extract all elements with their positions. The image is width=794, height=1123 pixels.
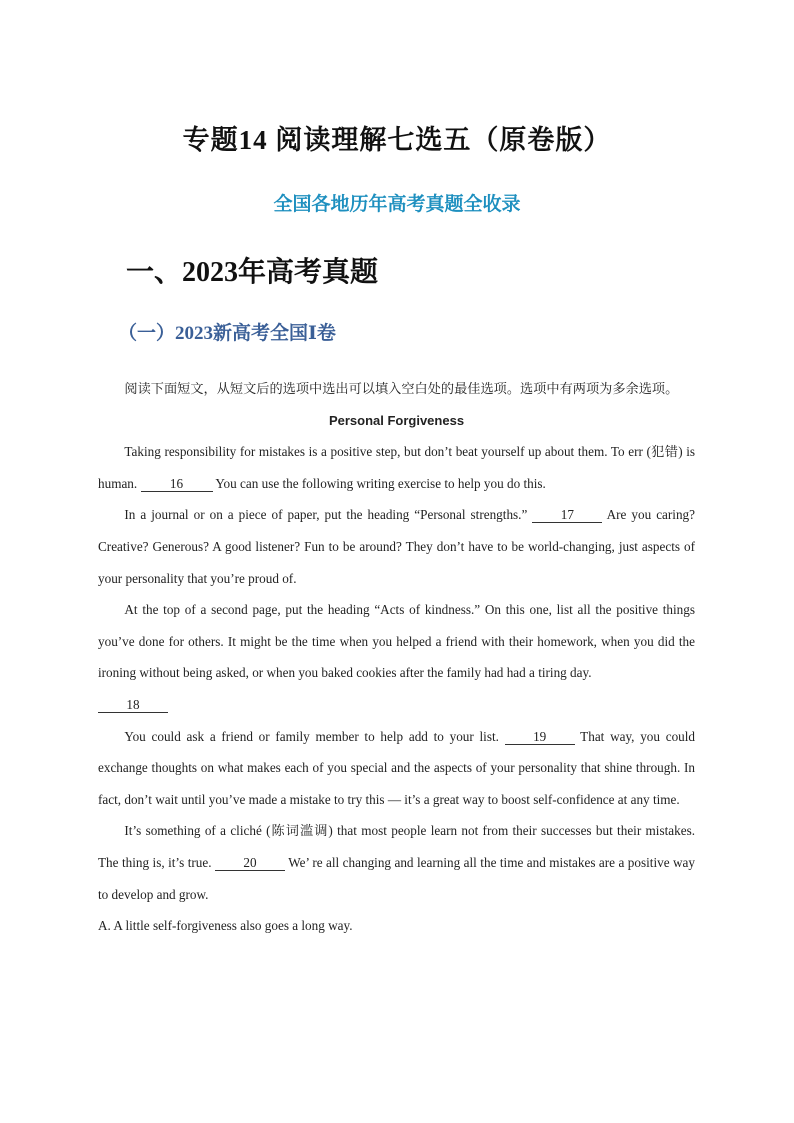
paragraph-2: [98, 499, 695, 594]
paragraph-5-text-b: We’ re all changing and learning all the time and mistakes are a positive way to develop and grow.: [98, 854, 695, 902]
paragraph-4: [98, 721, 695, 816]
paragraph-2-text-a: In a journal or on a piece of paper, put the heading “Personal strengths.”: [124, 507, 528, 523]
paragraph-1-text-a: Taking responsibility for mistakes is a positive step, but don’t beat yourself up about them. To err (犯错) is human.: [98, 444, 695, 491]
section-heading: 一、2023年高考真题: [126, 257, 379, 288]
blank-16: 16: [141, 477, 213, 492]
paragraph-5: [98, 815, 695, 910]
paragraph-1-text-b: You can use the following writing exercise to help you do this.: [215, 475, 546, 491]
blank-18: 18: [98, 698, 168, 713]
document-title: 专题14 阅读理解七选五（原卷版）: [182, 125, 612, 155]
paragraph-3: [98, 594, 695, 689]
paragraph-4-text-b: That way, you could exchange thoughts on what makes each of you special and the aspects of your personality that shine through. In fact, don’t wait until you’ve made a mistake to try this — it’s a great way to boost self-confidence at any time.: [98, 728, 696, 807]
paragraph-2-text-b: Are you caring? Creative? Generous? A good listener? Fun to be around? They don’t have to be world-changing, just aspects of your personality that you’re proud of.: [98, 507, 695, 586]
paragraph-3-text-a: At the top of a second page, put the heading “Acts of kindness.” On this one, list all the positive things you’ve done for others. It might be the time when you helped a friend with their homework, when you did the ironing without being asked, or when you baked cookies after the family had had a tiring day.: [98, 602, 695, 681]
blank-19: 19: [505, 730, 575, 745]
option-a: A. A little self-forgiveness also goes a long way.: [98, 918, 353, 934]
document-subtitle: 全国各地历年高考真题全收录: [273, 193, 521, 215]
instructions: 阅读下面短文，从短文后的选项中选出可以填入空白处的最佳选项。选项中有两项为多余选项。: [124, 381, 679, 396]
paragraph-3-blank-line: [98, 689, 695, 721]
subsection-heading: （一）2023新高考全国Ⅰ卷: [118, 323, 336, 344]
paragraph-1: [98, 436, 695, 499]
paragraph-5-text-a: It’s something of a cliché (陈词滥调) that most people learn not from their successes but their mistakes. The thing is, it’s true.: [98, 823, 695, 870]
document-body: [98, 373, 695, 942]
passage-title: Personal Forgiveness: [328, 412, 465, 428]
paragraph-4-text-a: You could ask a friend or family member to help add to your list.: [124, 728, 499, 744]
blank-20: 20: [215, 856, 285, 871]
blank-17: 17: [532, 508, 602, 523]
